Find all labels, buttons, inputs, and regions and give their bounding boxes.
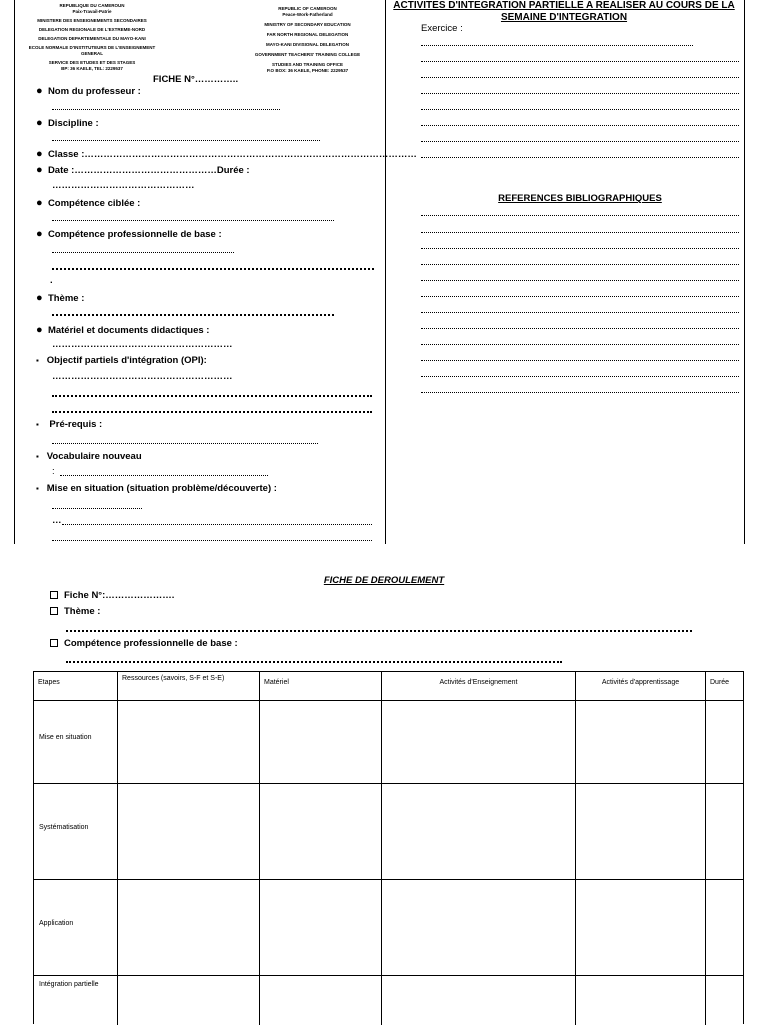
square-bullet-icon: ▪	[36, 484, 39, 493]
bullet-icon: ●	[36, 164, 43, 176]
label-date: Date :………………………………………Durée :	[47, 165, 250, 176]
table-header: Ressources (savoirs, S-F et S-E)	[122, 675, 225, 682]
prof-line[interactable]	[52, 109, 280, 110]
label-competence-ciblee: Compétence ciblée :	[47, 198, 141, 209]
field-classe	[36, 148, 417, 160]
field-prerequis	[36, 419, 102, 430]
table-col-line	[575, 672, 576, 1025]
table-row-line	[34, 879, 744, 880]
label-deroulement-fiche: Fiche N°:………………….	[64, 590, 175, 601]
field-objectif	[36, 355, 207, 366]
biblio-line[interactable]	[421, 328, 739, 329]
exercice-line[interactable]	[421, 93, 739, 94]
header-fr-line: MINISTERE DES ENSEIGNEMENTS SECONDAIRES	[37, 18, 147, 23]
field-materiel	[36, 324, 209, 336]
label-prof: Nom du professeur :	[47, 86, 141, 97]
square-bullet-icon: ▪	[36, 356, 39, 365]
mise-dots: …	[52, 515, 62, 526]
bullet-icon: ●	[36, 228, 43, 240]
table-header: Durée	[710, 679, 730, 686]
deroulement-table	[33, 671, 744, 1024]
bullet-icon: ●	[36, 197, 43, 209]
biblio-line[interactable]	[421, 280, 739, 281]
bullet-icon: ●	[36, 117, 43, 129]
deroulement-fiche	[50, 590, 174, 601]
vocabulaire-line[interactable]	[60, 475, 268, 476]
header-en-line: Peace-Work-Fatherland	[282, 12, 333, 17]
bullet-icon: ●	[36, 148, 43, 160]
objectif-line[interactable]	[52, 395, 372, 397]
label-competence-pro: Compétence professionnelle de base :	[47, 229, 222, 240]
table-row-label: Mise en situation	[39, 734, 92, 741]
checkbox-icon	[50, 591, 58, 599]
label-mise-situation: Mise en situation (situation problème/découverte) :	[46, 483, 277, 494]
biblio-line[interactable]	[421, 360, 739, 361]
mise-situation-line[interactable]	[52, 540, 372, 541]
competence-pro-dot: .	[50, 275, 53, 286]
deroulement-competence-line[interactable]	[66, 661, 562, 663]
deroulement-competence	[50, 638, 238, 649]
table-row-label: Application	[39, 920, 74, 927]
biblio-line[interactable]	[421, 312, 739, 313]
prerequis-line[interactable]	[52, 443, 318, 444]
header-fr-line: Paix-Travail-Patrie	[72, 9, 112, 14]
label-vocabulaire: Vocabulaire nouveau	[46, 451, 142, 462]
exercice-label: Exercice :	[421, 23, 463, 34]
table-row-line	[34, 783, 744, 784]
fiche-page	[14, 0, 745, 544]
label-discipline: Discipline :	[47, 118, 99, 129]
competence-ciblee-line[interactable]	[52, 220, 334, 221]
bullet-icon: ●	[36, 292, 43, 304]
header-fr-line: SERVICE DES ETUDES ET DES STAGES	[48, 60, 136, 65]
field-competence-pro	[36, 228, 222, 240]
fiche-number: FICHE N°…………..	[153, 74, 239, 85]
header-en	[245, 6, 370, 74]
exercice-line[interactable]	[421, 77, 739, 78]
square-bullet-icon: ▪	[36, 420, 39, 429]
table-row-line	[34, 700, 744, 701]
table-col-line	[705, 672, 706, 1025]
exercice-line[interactable]	[421, 125, 739, 126]
objectif-line[interactable]	[52, 411, 372, 413]
label-theme: Thème :	[47, 293, 85, 304]
biblio-line[interactable]	[421, 248, 739, 249]
exercice-line[interactable]	[421, 141, 739, 142]
header-en-line: MAYO-KANI DIVISIONAL DELEGATION	[266, 42, 349, 47]
competence-pro-line[interactable]	[52, 252, 234, 253]
objectif-dots: …………………………………………………	[52, 371, 233, 382]
field-theme	[36, 292, 84, 304]
label-objectif: Objectif partiels d'intégration (OPI):	[46, 355, 207, 366]
field-vocabulaire	[36, 451, 142, 462]
checkbox-icon	[50, 639, 58, 647]
date-dots: ………………………………………	[52, 180, 195, 191]
header-en-line: GOVERNMENT TEACHERS' TRAINING COLLEGE	[254, 52, 361, 57]
table-header: Matériel	[264, 679, 289, 686]
exercice-line[interactable]	[421, 45, 693, 46]
field-discipline	[36, 117, 99, 129]
table-col-line	[381, 672, 382, 1025]
biblio-line[interactable]	[421, 296, 739, 297]
right-title: ACTIVITES D'INTEGRATION PARTIELLE A REALISER AU COURS DE LA SEMAINE D'INTEGRATION	[393, 0, 735, 23]
deroulement-title: FICHE DE DEROULEMENT	[323, 575, 445, 586]
label-classe: Classe :……………………………………………………………………………………………	[47, 149, 417, 160]
vocab-colon: :	[52, 466, 55, 477]
header-en-line: REPUBLIC OF CAMEROON	[278, 6, 337, 11]
competence-pro-line[interactable]	[52, 268, 374, 270]
column-divider	[385, 0, 386, 544]
header-fr	[22, 3, 162, 72]
mise-situation-line[interactable]	[62, 524, 372, 525]
table-header: Activités d'Enseignement	[439, 679, 518, 686]
table-row-label: Intégration partielle	[39, 981, 99, 988]
exercice-line[interactable]	[421, 157, 739, 158]
deroulement-theme-line[interactable]	[66, 630, 692, 632]
table-header: Activités d'apprentissage	[601, 679, 680, 686]
header-en-line: MINISTRY OF SECONDARY EDUCATION	[264, 22, 351, 27]
field-date	[36, 164, 250, 176]
header-fr-line: BP: 36 KAELE, TEL: 2229537	[61, 66, 123, 71]
biblio-line[interactable]	[421, 392, 739, 393]
bullet-icon: ●	[36, 85, 43, 97]
biblio-line[interactable]	[421, 215, 739, 216]
discipline-line[interactable]	[52, 140, 320, 141]
biblio-title: REFERENCES BIBLIOGRAPHIQUES	[498, 193, 662, 204]
table-col-line	[259, 672, 260, 1025]
deroulement-theme	[50, 606, 100, 617]
square-bullet-icon: ▪	[36, 452, 39, 461]
label-prerequis: Pré-requis :	[49, 419, 103, 430]
biblio-line[interactable]	[421, 232, 739, 233]
biblio-line[interactable]	[421, 376, 739, 377]
header-fr-line: DELEGATION REGIONALE DE L'EXTREME-NORD	[38, 27, 146, 32]
table-row-line	[34, 975, 744, 976]
label-deroulement-theme: Thème :	[64, 606, 101, 617]
table-header: Etapes	[38, 679, 60, 686]
exercice-line[interactable]	[421, 109, 739, 110]
checkbox-icon	[50, 607, 58, 615]
mise-situation-line[interactable]	[52, 508, 142, 509]
field-competence-ciblee	[36, 197, 140, 209]
header-en-line: FAR NORTH REGIONAL DELEGATION	[266, 32, 349, 37]
header-en-line: STUDIES AND TRAINING OFFICE	[271, 62, 344, 67]
header-fr-line: DELEGATION DEPARTEMENTALE DU MAYO-KANI	[38, 36, 146, 41]
label-materiel: Matériel et documents didactiques :	[47, 325, 210, 336]
table-row-label: Systématisation	[39, 824, 89, 831]
field-prof	[36, 85, 141, 97]
header-fr-line: REPUBLIQUE DU CAMEROUN	[59, 3, 125, 8]
biblio-line[interactable]	[421, 264, 739, 265]
table-col-line	[117, 672, 118, 1025]
exercice-line[interactable]	[421, 61, 739, 62]
materiel-dots: …………………………………………………	[52, 339, 233, 350]
biblio-line[interactable]	[421, 344, 739, 345]
bullet-icon: ●	[36, 324, 43, 336]
field-mise-situation	[36, 483, 277, 494]
header-fr-line: ECOLE NORMALE D'INSTITUTEURS DE L'ENSEIGNEMENT GENERAL	[28, 45, 156, 56]
label-deroulement-competence: Compétence professionnelle de base :	[64, 638, 238, 649]
header-en-line: P.O BOX: 36 KAELE, PHONE: 2229537	[266, 68, 349, 73]
theme-line[interactable]	[52, 314, 334, 316]
